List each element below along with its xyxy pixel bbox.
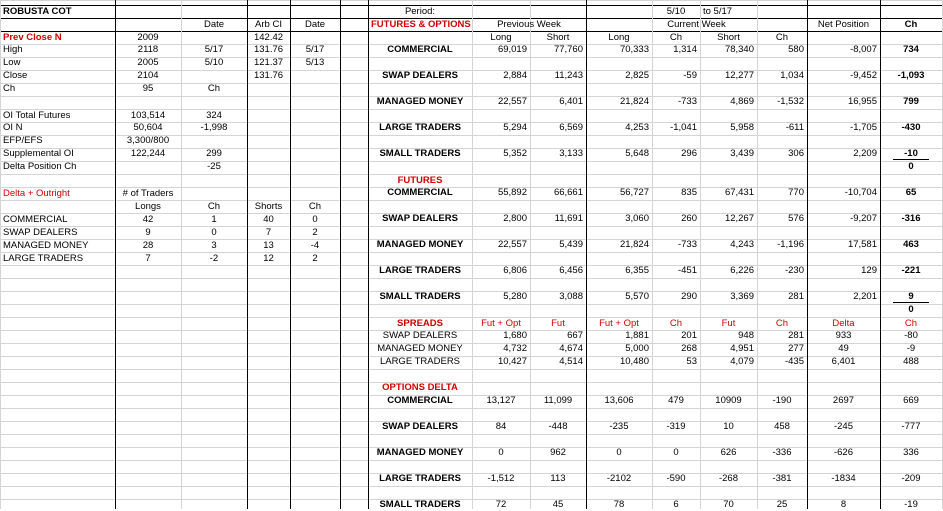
options-net-change: -777 bbox=[901, 421, 921, 432]
curr-long-change: -1,041 bbox=[670, 122, 697, 133]
shorts-header: Shorts bbox=[254, 201, 283, 212]
curr-short: 78,340 bbox=[724, 44, 754, 55]
arb-ci-value: 131.76 bbox=[253, 44, 284, 55]
curr-short: 12,267 bbox=[724, 213, 754, 224]
category-label: SMALL TRADERS bbox=[379, 291, 461, 302]
net-change: 799 bbox=[903, 96, 919, 107]
net-position-header: Net Position bbox=[817, 19, 870, 30]
price-value: 2118 bbox=[137, 44, 159, 55]
futures-total: 0 bbox=[908, 304, 914, 315]
longs-header: Longs bbox=[135, 201, 161, 212]
spread-delta: 49 bbox=[838, 343, 849, 354]
period-to: to 5/17 bbox=[703, 6, 733, 17]
prev-short: 11,691 bbox=[554, 213, 583, 224]
options-curr-short-change: -336 bbox=[772, 447, 792, 458]
net-change: -221 bbox=[901, 265, 921, 276]
spread-prev-futopt: 1,680 bbox=[503, 330, 527, 341]
price-date: 5/17 bbox=[204, 44, 224, 55]
options-net: -626 bbox=[833, 447, 853, 458]
net-change: -316 bbox=[901, 213, 921, 224]
traders-longs: 28 bbox=[142, 240, 154, 251]
column-gridline bbox=[700, 0, 701, 509]
column-gridline bbox=[652, 0, 653, 509]
prev-short: 11,243 bbox=[554, 70, 583, 81]
options-curr-long: -235 bbox=[609, 421, 629, 432]
options-curr-short-change: 25 bbox=[776, 499, 788, 510]
previous-week-header: Previous Week bbox=[497, 19, 561, 30]
options-prev-short: 113 bbox=[550, 473, 566, 484]
curr-long-change: 835 bbox=[681, 187, 697, 198]
column-gridline bbox=[247, 0, 248, 509]
options-curr-short-change: 458 bbox=[774, 421, 790, 432]
options-prev-long: 84 bbox=[495, 421, 507, 432]
traders-shorts-ch: 0 bbox=[312, 214, 318, 225]
curr-long-change: -733 bbox=[677, 96, 697, 107]
price-value: 95 bbox=[142, 83, 154, 94]
options-curr-long-change: 0 bbox=[673, 447, 679, 458]
curr-long: 56,727 bbox=[619, 187, 649, 198]
net-position: -8,007 bbox=[850, 44, 877, 55]
price-date bbox=[184, 32, 244, 44]
spread-delta: 933 bbox=[835, 330, 852, 341]
oi-change bbox=[184, 135, 244, 147]
spreads-curr-fut-header: Fut bbox=[721, 318, 736, 329]
spread-fut-ch: -435 bbox=[784, 356, 804, 367]
spreads-title: SPREADS bbox=[397, 318, 443, 329]
sheet-title: ROBUSTA COT bbox=[3, 6, 72, 17]
category-label: MANAGED MONEY bbox=[376, 96, 464, 107]
curr-long: 3,060 bbox=[625, 213, 649, 224]
curr-long-change: 260 bbox=[681, 213, 697, 224]
arb-ci-value: 121.37 bbox=[253, 57, 284, 68]
options-category-label: SMALL TRADERS bbox=[379, 499, 461, 510]
spread-category-label: LARGE TRADERS bbox=[379, 356, 461, 367]
current-long-ch-header: Ch bbox=[669, 32, 683, 43]
curr-short-change: 580 bbox=[788, 44, 804, 55]
spread-curr-ch: 268 bbox=[681, 343, 697, 354]
curr-short-change: -1,532 bbox=[777, 96, 804, 107]
traders-row-label: LARGE TRADERS bbox=[3, 253, 84, 264]
options-net-change: 336 bbox=[903, 447, 919, 458]
oi-value: 122,244 bbox=[130, 148, 166, 159]
period-from: 5/10 bbox=[666, 6, 686, 17]
curr-long-change: 290 bbox=[681, 291, 697, 302]
spread-delta-ch: -9 bbox=[906, 343, 916, 354]
column-gridline bbox=[586, 0, 587, 509]
options-category-label: LARGE TRADERS bbox=[379, 473, 461, 484]
curr-short: 67,431 bbox=[724, 187, 754, 198]
curr-short-change: -230 bbox=[784, 265, 804, 276]
column-gridline bbox=[472, 0, 473, 509]
options-net: -245 bbox=[833, 421, 853, 432]
short-header: Short bbox=[546, 32, 570, 43]
curr-long: 70,333 bbox=[619, 44, 649, 55]
spreads-ch-header: Ch bbox=[669, 318, 683, 329]
arb-ci-value bbox=[250, 83, 287, 95]
traders-title: Delta + Outright bbox=[3, 188, 70, 199]
options-curr-long: 78 bbox=[613, 499, 625, 510]
spread-prev-fut: 4,514 bbox=[559, 356, 583, 367]
oi-label: EFP/EFS bbox=[3, 135, 43, 146]
prev-short: 6,456 bbox=[559, 265, 583, 276]
spread-category-label: SWAP DEALERS bbox=[382, 330, 458, 341]
spread-curr-fut: 4,079 bbox=[730, 356, 754, 367]
net-position: -9,452 bbox=[850, 70, 877, 81]
options-curr-long-change: -319 bbox=[666, 421, 686, 432]
price-label: Close bbox=[3, 70, 28, 81]
net-position: -1,705 bbox=[850, 122, 877, 133]
options-net-change: -209 bbox=[901, 473, 921, 484]
prev-long: 6,806 bbox=[503, 265, 527, 276]
traders-row-label: COMMERCIAL bbox=[3, 214, 68, 225]
traders-shorts: 13 bbox=[263, 240, 274, 251]
category-label: SMALL TRADERS bbox=[379, 148, 461, 159]
options-prev-short: 962 bbox=[550, 447, 566, 458]
traders-longs-ch: 0 bbox=[211, 227, 217, 238]
options-curr-short: 626 bbox=[720, 447, 737, 458]
column-gridline bbox=[757, 0, 758, 509]
options-delta-title: OPTIONS DELTA bbox=[382, 382, 458, 393]
spreads-prev-futopt-header: Fut + Opt bbox=[481, 318, 521, 329]
price-label: Low bbox=[3, 57, 21, 68]
prev-short: 6,569 bbox=[559, 122, 583, 133]
period-label: Period: bbox=[404, 6, 436, 17]
net-change: -10 bbox=[904, 148, 918, 159]
current-short-ch-header: Ch bbox=[775, 32, 789, 43]
traders-longs-ch: 3 bbox=[211, 240, 217, 251]
date-header: Date bbox=[304, 19, 326, 30]
spread-fut-ch: 281 bbox=[788, 330, 804, 341]
arb-ci-value: 142.42 bbox=[253, 32, 284, 43]
spread-prev-futopt: 10,427 bbox=[497, 356, 527, 367]
options-prev-long: 0 bbox=[498, 447, 504, 458]
options-net-change: 669 bbox=[903, 395, 919, 406]
net-position: -10,704 bbox=[844, 187, 877, 198]
price-date: 5/10 bbox=[204, 57, 224, 68]
spread-delta-ch: -80 bbox=[904, 330, 918, 341]
traders-shorts-ch: 2 bbox=[312, 253, 318, 264]
prev-long: 5,352 bbox=[503, 148, 527, 159]
options-curr-long-change: 6 bbox=[673, 499, 679, 510]
options-category-label: SWAP DEALERS bbox=[382, 421, 458, 432]
spreads-prev-fut-header: Fut bbox=[551, 318, 565, 329]
date-header: Date bbox=[203, 19, 225, 30]
column-gridline bbox=[290, 0, 291, 509]
options-curr-short: -268 bbox=[718, 473, 738, 484]
price-value: 2009 bbox=[137, 32, 159, 43]
curr-short-change: 576 bbox=[788, 213, 804, 224]
options-curr-short: 10909 bbox=[715, 395, 742, 406]
spread-curr-ch: 53 bbox=[686, 356, 697, 367]
net-position: 2,201 bbox=[853, 291, 877, 302]
options-curr-short-change: -381 bbox=[772, 473, 792, 484]
prev-long: 5,280 bbox=[503, 291, 527, 302]
curr-long-change: 1,314 bbox=[673, 44, 697, 55]
column-gridline bbox=[340, 0, 341, 509]
arb-date: 5/17 bbox=[305, 44, 325, 55]
price-label: Ch bbox=[3, 83, 16, 94]
curr-short-change: 306 bbox=[788, 148, 804, 159]
column-gridline bbox=[115, 0, 116, 509]
options-prev-short: 45 bbox=[552, 499, 564, 510]
curr-long: 4,253 bbox=[625, 122, 649, 133]
prev-short: 77,760 bbox=[553, 44, 583, 55]
options-curr-long-change: -590 bbox=[666, 473, 686, 484]
category-label: MANAGED MONEY bbox=[376, 239, 464, 250]
spreads-ch-header: Ch bbox=[775, 318, 789, 329]
curr-short: 4,243 bbox=[730, 239, 754, 250]
options-prev-short: 11,099 bbox=[543, 395, 573, 406]
spread-curr-futopt: 10,480 bbox=[619, 356, 649, 367]
options-curr-short-change: -190 bbox=[772, 395, 792, 406]
net-position: 129 bbox=[861, 265, 877, 276]
traders-shorts: 7 bbox=[265, 227, 272, 238]
oi-value: 50,604 bbox=[133, 122, 163, 133]
total-underline bbox=[893, 159, 929, 160]
column-gridline bbox=[530, 0, 531, 509]
total-underline bbox=[893, 302, 929, 303]
curr-long: 5,570 bbox=[625, 291, 649, 302]
options-net: -1834 bbox=[831, 473, 856, 484]
ch-header: Ch bbox=[308, 201, 322, 212]
options-category-label: MANAGED MONEY bbox=[376, 447, 464, 458]
options-prev-long: 13,127 bbox=[486, 395, 516, 406]
traders-count-label: # of Traders bbox=[122, 188, 174, 199]
spread-curr-fut: 948 bbox=[738, 330, 754, 341]
category-label: COMMERCIAL bbox=[387, 187, 453, 198]
traders-longs: 7 bbox=[145, 253, 151, 264]
options-curr-long: 0 bbox=[616, 447, 622, 458]
spreads-delta-ch-header: Ch bbox=[904, 318, 918, 329]
net-change: 734 bbox=[903, 44, 919, 55]
curr-long: 21,824 bbox=[619, 96, 649, 107]
options-net: 2697 bbox=[832, 395, 855, 406]
prev-short: 3,088 bbox=[559, 291, 583, 302]
column-gridline bbox=[807, 0, 808, 509]
arb-ci-header: Arb CI bbox=[255, 19, 282, 30]
spread-curr-fut: 4,951 bbox=[730, 343, 754, 354]
curr-short: 3,369 bbox=[730, 291, 754, 302]
category-label: LARGE TRADERS bbox=[379, 265, 461, 276]
price-label: Prev Close N bbox=[3, 32, 62, 43]
current-short-header: Short bbox=[717, 32, 740, 43]
arb-date: 5/13 bbox=[305, 57, 325, 68]
oi-change: -25 bbox=[207, 161, 221, 172]
traders-longs: 42 bbox=[142, 214, 154, 225]
net-position: -9,207 bbox=[850, 213, 877, 224]
curr-short-change: -611 bbox=[785, 122, 804, 133]
curr-short: 5,958 bbox=[730, 122, 754, 133]
arb-date bbox=[293, 70, 337, 82]
curr-long-change: -733 bbox=[677, 239, 697, 250]
spread-category-label: MANAGED MONEY bbox=[377, 343, 463, 354]
oi-label: Delta Position Ch bbox=[3, 161, 77, 172]
options-prev-short: -448 bbox=[548, 421, 568, 432]
options-curr-short: 70 bbox=[723, 499, 734, 510]
curr-long-change: -59 bbox=[683, 70, 697, 81]
long-header: Long bbox=[490, 32, 512, 43]
spreads-delta-header: Delta bbox=[832, 318, 855, 329]
spread-curr-ch: 201 bbox=[681, 330, 697, 341]
oi-label: Supplemental OI bbox=[3, 148, 74, 159]
prev-long: 69,019 bbox=[497, 44, 527, 55]
spread-prev-futopt: 4,732 bbox=[503, 343, 527, 354]
traders-row-label: MANAGED MONEY bbox=[3, 240, 89, 251]
prev-long: 2,800 bbox=[503, 213, 527, 224]
traders-longs-ch: -2 bbox=[209, 253, 219, 264]
arb-date bbox=[293, 83, 337, 95]
prev-long: 22,557 bbox=[497, 239, 527, 250]
spread-prev-fut: 4,674 bbox=[559, 343, 583, 354]
oi-label: OI N bbox=[3, 122, 23, 133]
curr-long: 5,648 bbox=[625, 148, 649, 159]
prev-long: 22,557 bbox=[497, 96, 527, 107]
oi-change: 324 bbox=[206, 110, 222, 121]
net-change: -430 bbox=[901, 122, 921, 133]
prev-short: 66,661 bbox=[553, 187, 583, 198]
spread-curr-futopt: 5,000 bbox=[625, 343, 649, 354]
prev-long: 2,884 bbox=[503, 70, 527, 81]
current-week-header: Current Week bbox=[667, 19, 726, 30]
traders-shorts: 40 bbox=[263, 214, 274, 225]
spreads-curr-futopt-header: Fut + Opt bbox=[599, 318, 639, 329]
traders-shorts-ch: 2 bbox=[312, 227, 318, 238]
options-net-change: -19 bbox=[904, 499, 918, 510]
options-curr-long: -2102 bbox=[606, 473, 632, 484]
options-prev-long: -1,512 bbox=[487, 473, 515, 484]
traders-longs: 9 bbox=[145, 227, 151, 238]
arb-date bbox=[293, 32, 337, 44]
price-date bbox=[184, 70, 244, 82]
prev-short: 3,133 bbox=[559, 148, 583, 159]
curr-short: 4,869 bbox=[730, 96, 754, 107]
spread-prev-fut: 667 bbox=[567, 330, 583, 341]
prev-short: 5,439 bbox=[559, 239, 583, 250]
net-change: 463 bbox=[903, 239, 919, 250]
column-gridline bbox=[181, 0, 182, 509]
oi-value: 3,300/800 bbox=[126, 135, 170, 146]
traders-longs-ch: 1 bbox=[211, 214, 217, 225]
price-value: 2005 bbox=[137, 57, 159, 68]
futures-title: FUTURES bbox=[397, 175, 443, 186]
net-position: 16,955 bbox=[847, 96, 877, 107]
net-change: -1,093 bbox=[897, 70, 925, 81]
net-ch-header: Ch bbox=[904, 19, 918, 30]
prev-short: 6,401 bbox=[559, 96, 583, 107]
curr-short: 12,277 bbox=[724, 70, 754, 81]
price-date: Ch bbox=[207, 83, 221, 94]
options-curr-long: 13,606 bbox=[604, 395, 634, 406]
price-value: 2104 bbox=[137, 70, 159, 81]
traders-shorts-ch: -4 bbox=[310, 240, 320, 251]
price-label: High bbox=[3, 44, 23, 55]
curr-long: 2,825 bbox=[625, 70, 649, 81]
curr-short: 6,226 bbox=[730, 265, 754, 276]
curr-short-change: 281 bbox=[788, 291, 804, 302]
column-gridline bbox=[0, 0, 1, 509]
spread-curr-futopt: 1,881 bbox=[625, 330, 649, 341]
net-position: 17,581 bbox=[847, 239, 877, 250]
options-curr-short: 10 bbox=[723, 421, 734, 432]
spread-delta: 6,401 bbox=[831, 356, 856, 367]
curr-short-change: 1,034 bbox=[780, 70, 804, 81]
arb-ci-value: 131.76 bbox=[253, 70, 284, 81]
net-change: 9 bbox=[908, 291, 914, 302]
curr-short-change: -1,196 bbox=[777, 239, 804, 250]
options-category-label: COMMERCIAL bbox=[387, 395, 453, 406]
options-curr-long-change: 479 bbox=[668, 395, 684, 406]
column-gridline bbox=[368, 0, 369, 509]
prev-long: 55,892 bbox=[497, 187, 527, 198]
curr-long: 6,355 bbox=[625, 265, 649, 276]
oi-change: -1,998 bbox=[200, 122, 228, 133]
net-change: 65 bbox=[905, 187, 917, 198]
prev-long: 5,294 bbox=[503, 122, 527, 133]
curr-short: 3,439 bbox=[730, 148, 754, 159]
options-prev-long: 72 bbox=[495, 499, 507, 510]
oi-change: 299 bbox=[206, 148, 222, 159]
net-position: 2,209 bbox=[853, 148, 877, 159]
curr-short-change: 770 bbox=[788, 187, 804, 198]
traders-shorts: 12 bbox=[263, 253, 274, 264]
futures-options-title: FUTURES & OPTIONS bbox=[371, 19, 471, 30]
options-net: 8 bbox=[840, 499, 847, 510]
spread-fut-ch: 277 bbox=[788, 343, 804, 354]
fo-total: 0 bbox=[908, 161, 914, 172]
oi-value: 103,514 bbox=[130, 110, 166, 121]
category-label: SWAP DEALERS bbox=[382, 213, 458, 224]
curr-long: 21,824 bbox=[619, 239, 649, 250]
curr-long-change: -451 bbox=[677, 265, 697, 276]
column-gridline bbox=[880, 0, 881, 509]
spread-delta-ch: 488 bbox=[903, 356, 919, 367]
current-long-header: Long bbox=[608, 32, 630, 43]
oi-label: OI Total Futures bbox=[3, 110, 71, 121]
ch-header: Ch bbox=[207, 201, 221, 212]
category-label: SWAP DEALERS bbox=[382, 70, 458, 81]
category-label: LARGE TRADERS bbox=[379, 122, 461, 133]
oi-value bbox=[118, 161, 178, 173]
curr-long-change: 296 bbox=[681, 148, 697, 159]
traders-row-label: SWAP DEALERS bbox=[3, 227, 78, 238]
category-label: COMMERCIAL bbox=[387, 44, 453, 55]
